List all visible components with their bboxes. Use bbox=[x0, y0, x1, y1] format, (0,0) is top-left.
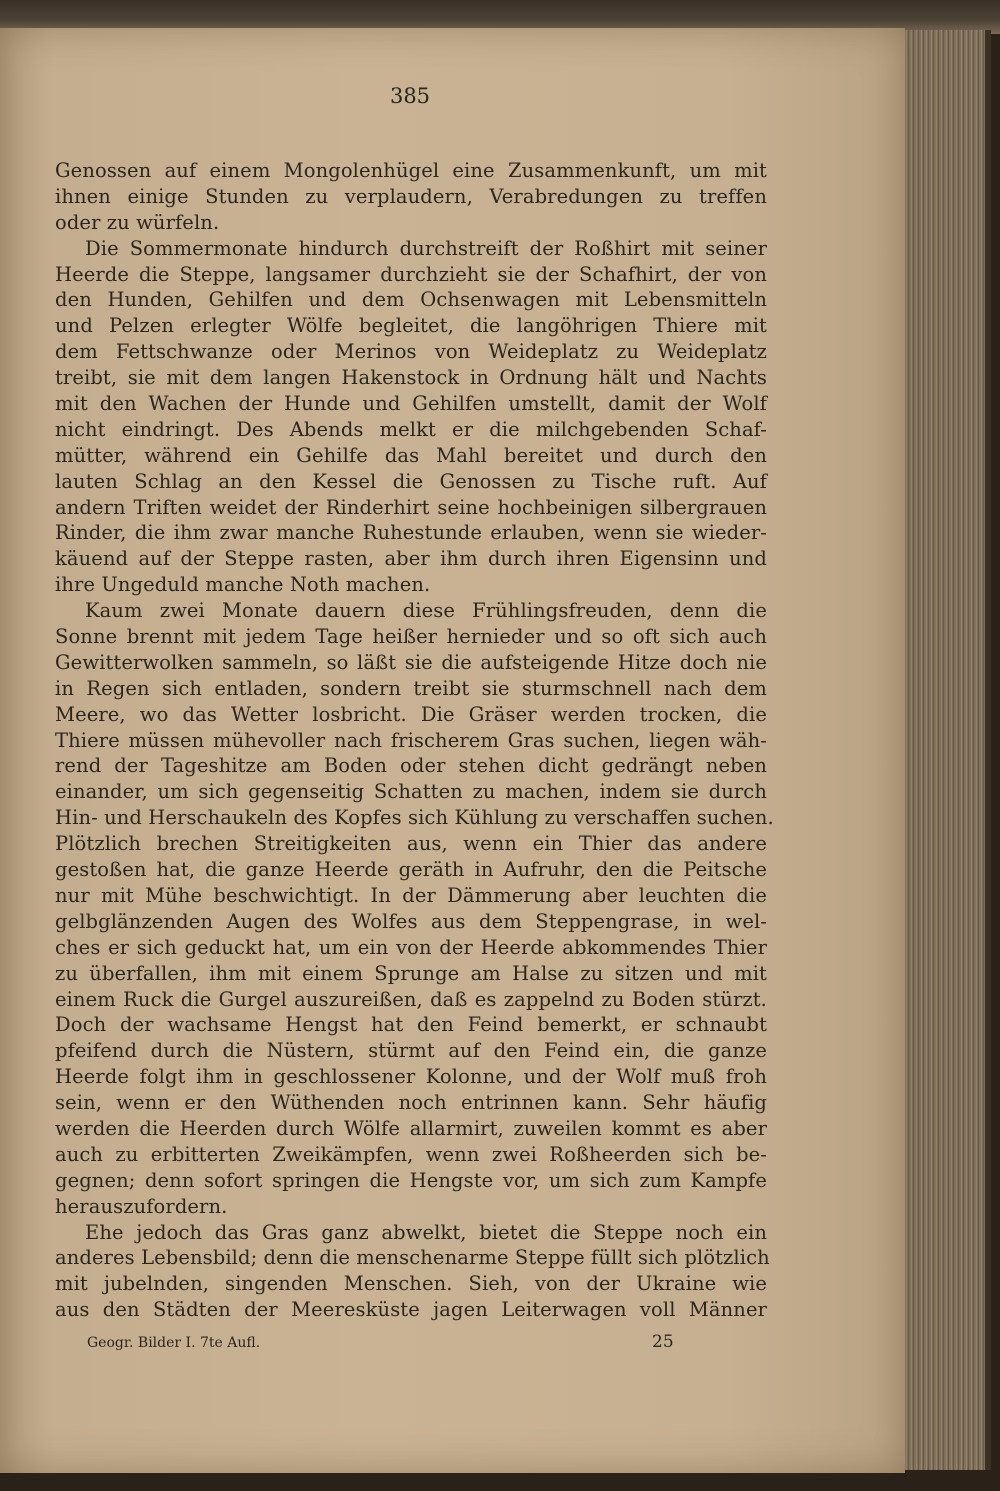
text-line: Die Sommermonate hindurch durchstreift der Roßhirt mit seiner bbox=[85, 236, 767, 260]
text-line: auch zu erbitterten Zweikämpfen, wenn zwei Roßheerden sich be- bbox=[55, 1142, 767, 1166]
text-line: andern Triften weidet der Rinderhirt seine hochbeinigen silbergrauen bbox=[55, 495, 767, 519]
page-edges bbox=[905, 30, 991, 1470]
text-line: Plötzlich brechen Streitigkeiten aus, wenn ein Thier das andere bbox=[55, 832, 767, 856]
text-line: Doch der wachsame Hengst hat den Feind bemerkt, er schnaubt bbox=[55, 1013, 767, 1037]
page-number: 385 bbox=[389, 84, 431, 108]
text-line: den Hunden, Gehilfen und dem Ochsenwagen mit Lebensmitteln bbox=[55, 288, 767, 312]
text-line: gelbglänzenden Augen des Wolfes aus dem Steppengrase, in wel- bbox=[55, 909, 767, 933]
sheet-number: 25 bbox=[652, 1332, 674, 1352]
text-line: nicht eindringt. Des Abends melkt er die milchgebenden Schaf- bbox=[55, 417, 767, 441]
text-line: rend der Tageshitze am Boden oder stehen dicht gedrängt neben bbox=[55, 754, 767, 778]
text-line: Genossen auf einem Mongolenhügel eine Zusammenkunft, um mit bbox=[55, 159, 767, 182]
text-line: werden die Heerden durch Wölfe allarmirt, zuweilen kommt es aber bbox=[55, 1116, 767, 1140]
text-line: mütter, während ein Gehilfe das Mahl bereitet und durch den bbox=[55, 443, 767, 467]
text-line: Meere, wo das Wetter losbricht. Die Gräser werden trocken, die bbox=[55, 702, 767, 726]
text-line: aus den Städten der Meeresküste jagen Leiterwagen voll Männer bbox=[55, 1298, 767, 1322]
text-line: Kaum zwei Monate dauern diese Frühlingsfreuden, denn die bbox=[85, 599, 767, 623]
text-line: gestoßen hat, die ganze Heerde geräth in Aufruhr, den die Peitsche bbox=[55, 858, 767, 882]
text-line: pfeifend durch die Nüstern, stürmt auf den Feind ein, die ganze bbox=[55, 1039, 767, 1063]
text-line: mit den Wachen der Hunde und Gehilfen umstellt, damit der Wolf bbox=[55, 392, 767, 416]
text-line: Sonne brennt mit jedem Tage heißer hernieder und so oft sich auch bbox=[55, 625, 767, 649]
body-text bbox=[55, 158, 774, 1323]
text-line: Thiere müssen mühevoller nach frischerem Gras suchen, liegen wäh- bbox=[55, 728, 767, 752]
text-line: herauszufordern. bbox=[55, 1194, 228, 1218]
text-line: treibt, sie mit dem langen Hakenstock in Ordnung hält und Nachts bbox=[55, 366, 767, 390]
text-line: gegnen; denn sofort springen die Hengste vor, um sich zum Kampfe bbox=[55, 1168, 767, 1192]
text-line: nur mit Mühe beschwichtigt. In der Dämmerung aber leuchten die bbox=[55, 883, 767, 907]
text-line: Gewitterwolken sammeln, so läßt sie die aufsteigende Hitze doch nie bbox=[55, 650, 767, 674]
text-line: sein, wenn er den Wüthenden noch entrinnen kann. Sehr häufig bbox=[55, 1091, 767, 1115]
text-line: Heerde die Steppe, langsamer durchzieht sie der Schafhirt, der von bbox=[55, 262, 767, 286]
text-line: dem Fettschwanze oder Merinos von Weideplatz zu Weideplatz bbox=[55, 340, 767, 364]
text-line: anderes Lebensbild; denn die menschenarme Steppe füllt sich plötzlich bbox=[55, 1246, 770, 1270]
text-line: käuend auf der Steppe rasten, aber ihm durch ihren Eigensinn und bbox=[55, 547, 767, 571]
text-line: ihre Ungeduld manche Noth machen. bbox=[55, 573, 431, 597]
text-line: Rinder, die ihm zwar manche Ruhestunde erlauben, wenn sie wieder- bbox=[55, 521, 767, 545]
text-line: zu überfallen, ihm mit einem Sprunge am Halse zu sitzen und mit bbox=[55, 961, 767, 985]
text-line: oder zu würfeln. bbox=[55, 210, 220, 234]
text-line: Heerde folgt ihm in geschlossener Kolonne, und der Wolf muß froh bbox=[55, 1065, 767, 1089]
text-line: mit jubelnden, singenden Menschen. Sieh, von der Ukraine wie bbox=[55, 1272, 767, 1296]
text-line: in Regen sich entladen, sondern treibt sie sturmschnell nach dem bbox=[55, 676, 767, 700]
text-line: einander, um sich gegenseitig Schatten zu machen, indem sie durch bbox=[55, 780, 767, 804]
text-line: Ehe jedoch das Gras ganz abwelkt, bietet die Steppe noch ein bbox=[85, 1220, 767, 1244]
text-line: Hin- und Herschaukeln des Kopfes sich Kühlung zu verschaffen suchen. bbox=[55, 806, 774, 830]
text-line: lauten Schlag an den Kessel die Genossen zu Tische ruft. Auf bbox=[55, 469, 767, 493]
text-line: einem Ruck die Gurgel auszureißen, daß es zappelnd zu Boden stürzt. bbox=[55, 987, 767, 1011]
text-line: und Pelzen erlegter Wölfe begleitet, die langöhrigen Thiere mit bbox=[55, 314, 767, 338]
text-line: ches er sich geduckt hat, um ein von der Heerde abkommendes Thier bbox=[55, 935, 767, 959]
signature-mark: Geogr. Bilder I. 7te Aufl. bbox=[87, 1335, 261, 1351]
text-line: ihnen einige Stunden zu verplaudern, Verabredungen zu treffen bbox=[55, 184, 767, 208]
